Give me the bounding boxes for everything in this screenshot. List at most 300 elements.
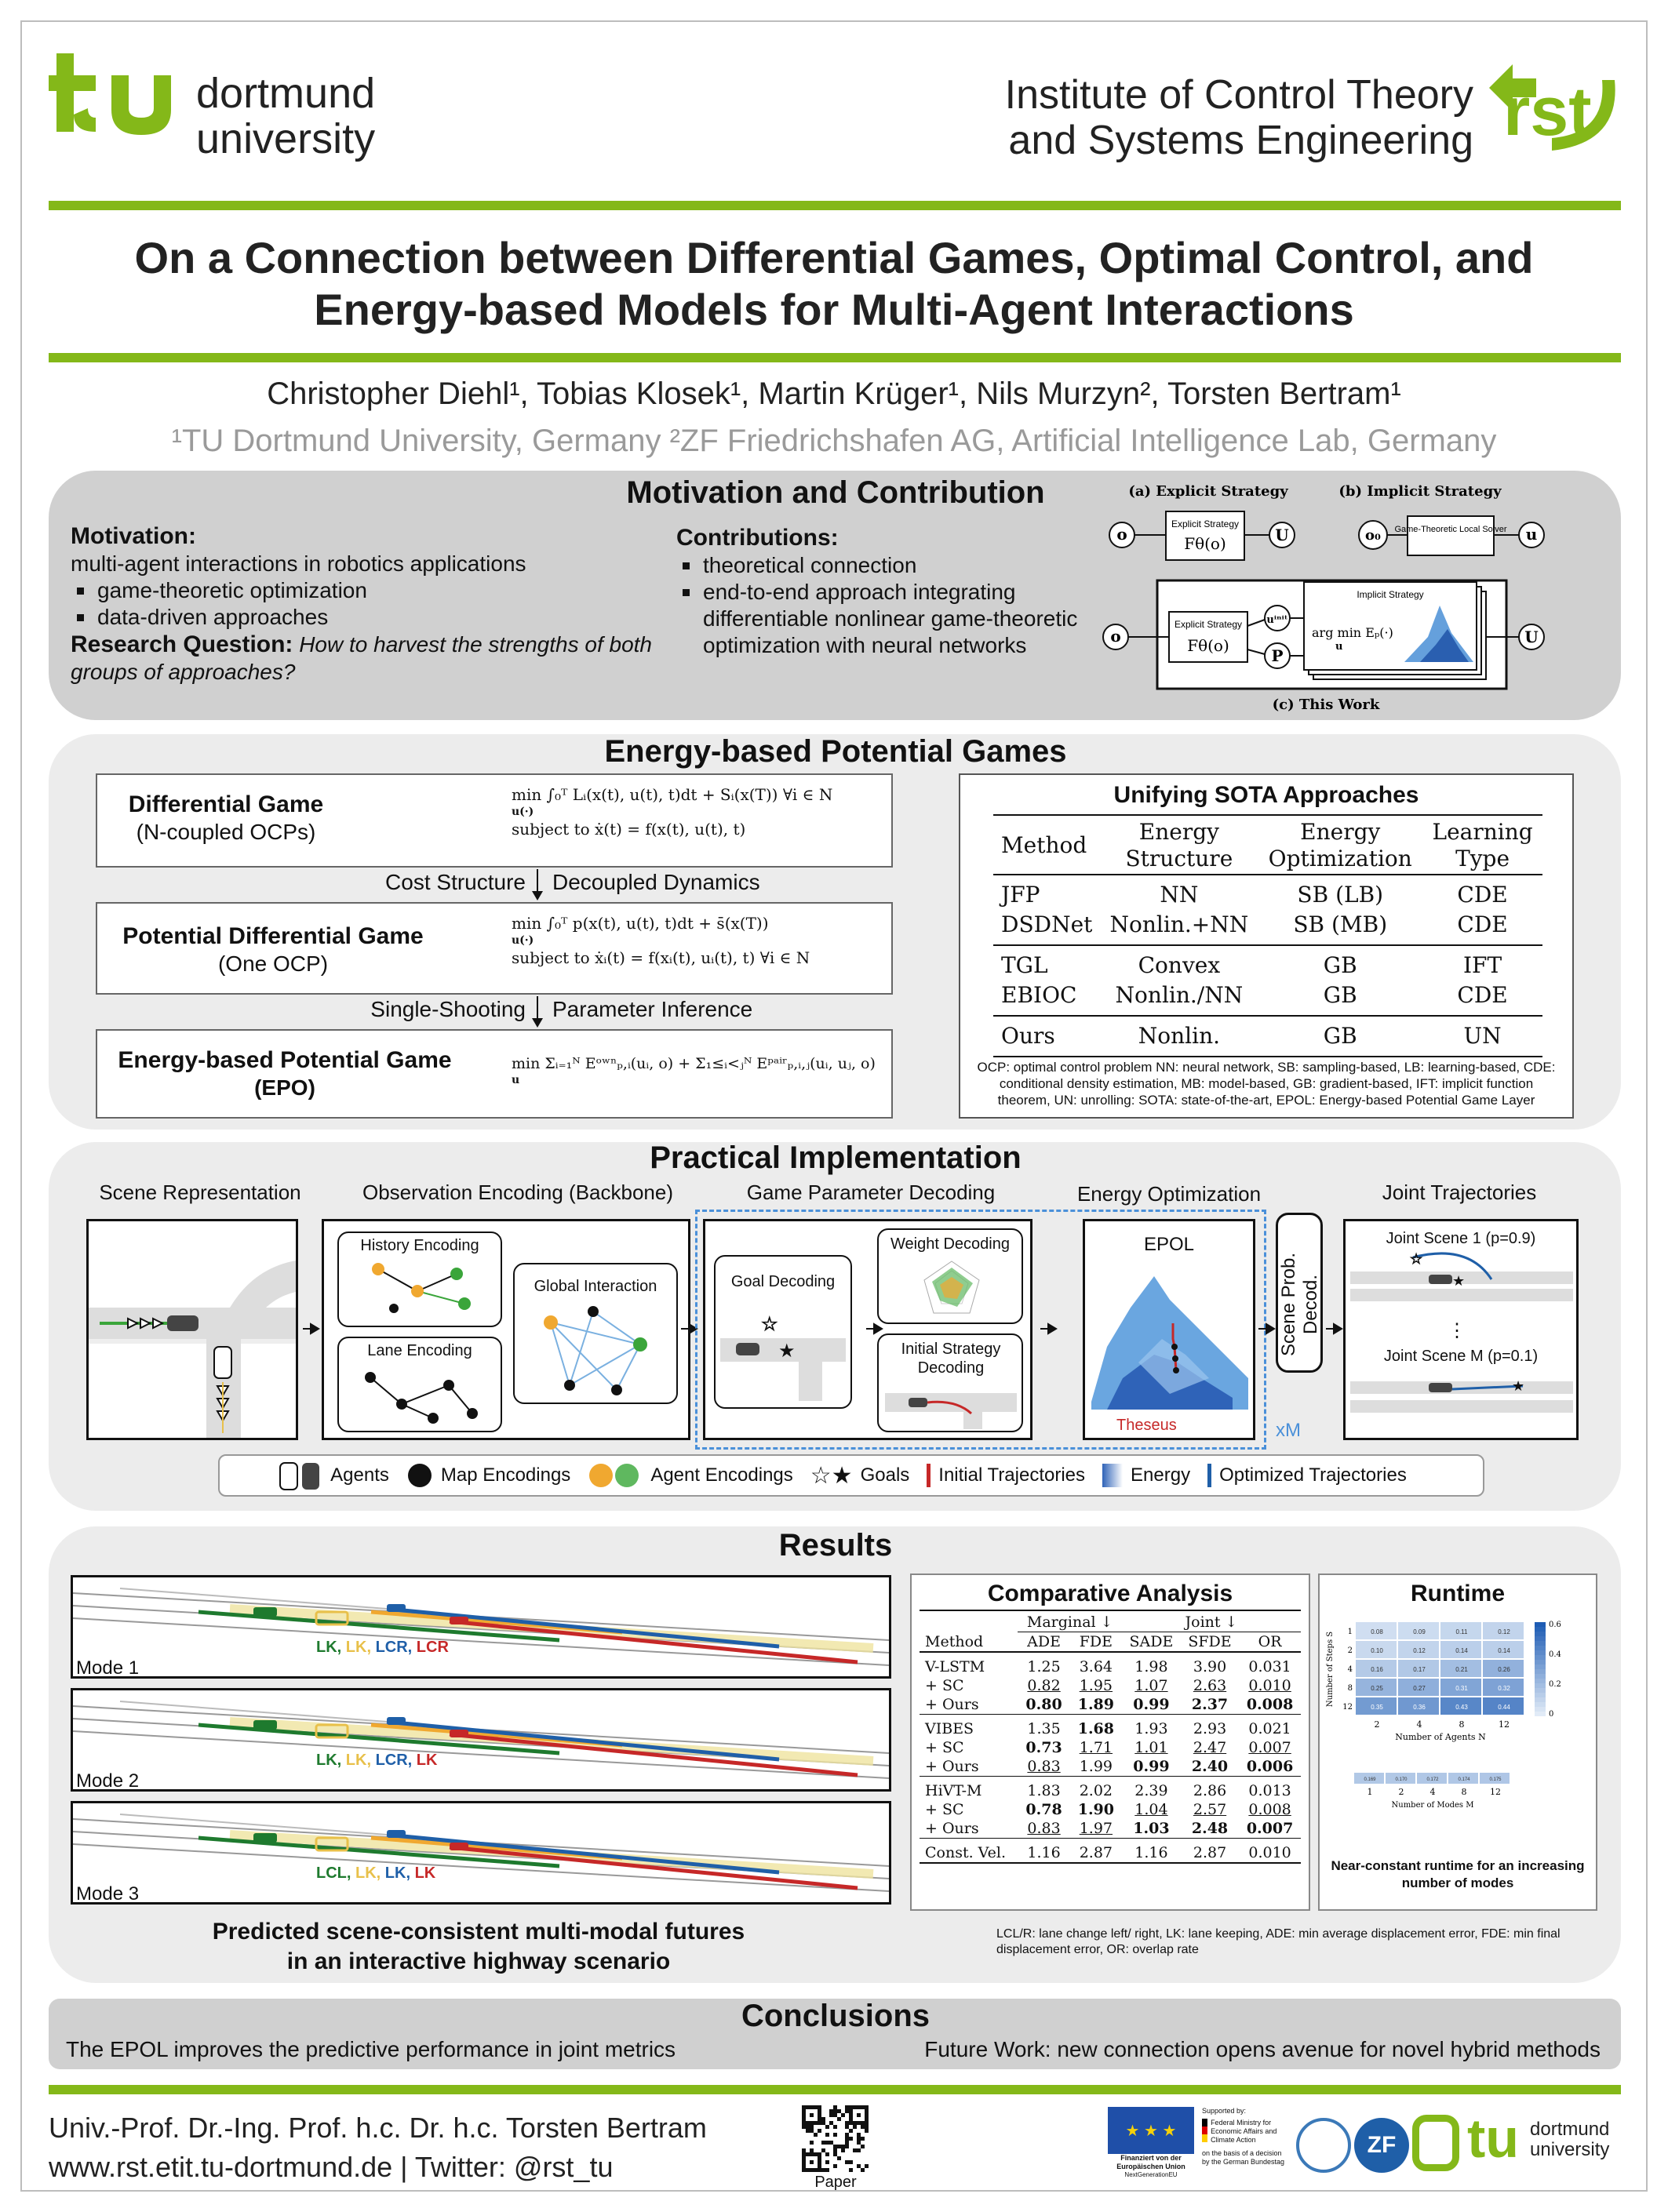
colorbar-segment (1535, 1660, 1546, 1664)
epo-sub: (EPO) (254, 1075, 315, 1100)
legend-agent-encodings: Agent Encodings (588, 1462, 792, 1489)
joint-scene-m-label: Joint Scene M (p=0.1) (1383, 1348, 1539, 1365)
heatmap-value: 0.27 (1413, 1685, 1426, 1692)
sota-header: Energy Optimization (1268, 819, 1412, 871)
mode-tag: LK, (345, 1752, 376, 1769)
motivation-head: Motivation: (71, 523, 196, 549)
bmwk-logo: Supported by: Federal Ministry for Economic Affairs and Climate Action on the basis of a decision by the German Bundestag (1202, 2107, 1285, 2166)
ca-cell: + Ours (925, 1758, 979, 1775)
ca-cell: 1.04 (1134, 1801, 1168, 1818)
ca-cell: + SC (925, 1739, 964, 1756)
mode-tag: LK, (345, 1639, 376, 1656)
pdg-constraint: subject to ẋᵢ(t) = f(xᵢ(t), uᵢ(t), t) ∀i ∈ N (512, 948, 810, 967)
global-box (513, 1263, 678, 1404)
heatmap-x-tick: 12 (1499, 1719, 1510, 1730)
arrow-right-icon (1326, 1321, 1343, 1341)
scene-box (86, 1219, 298, 1440)
heatmap-value: 0.11 (1455, 1628, 1468, 1635)
goal-map (720, 1299, 846, 1401)
ca-row (920, 1715, 1301, 1739)
heatmap-y-tick: 1 (1347, 1628, 1353, 1636)
ca-row (920, 1800, 1301, 1819)
colorbar-segment (1535, 1641, 1546, 1646)
colorbar-segment (1535, 1632, 1546, 1636)
ca-row (920, 1757, 1301, 1777)
colorbar-segment (1535, 1655, 1546, 1660)
highway-scene (73, 1577, 889, 1676)
heatmap-ylabel: Number of Steps S (1326, 1631, 1335, 1708)
contrib-head: Contributions: (676, 525, 839, 551)
conclusions-right: Future Work: new connection opens avenue for novel hybrid methods (924, 2037, 1601, 2061)
history-label: History Encoding (360, 1237, 479, 1254)
ca-cell: 0.007 (1246, 1820, 1294, 1837)
runtime-caption: Near-constant runtime for an increasing number of modes (1331, 1858, 1585, 1890)
uni-line1: dortmund (196, 70, 376, 117)
rst-logo-icon (1481, 56, 1622, 158)
heatmap-x-tick: 2 (1398, 1787, 1404, 1797)
ca-cell: 0.007 (1248, 1739, 1291, 1756)
ca-cell: HiVT-M (925, 1782, 982, 1799)
contrib-bullets (676, 552, 1084, 659)
goal-label: Goal Decoding (730, 1273, 836, 1290)
arrow2-left: Single-Shooting (370, 997, 526, 1021)
heatmap-value: 0.174 (1458, 1777, 1470, 1782)
heatmap-value: 0.21 (1455, 1666, 1468, 1673)
heatmap-value: 0.09 (1413, 1628, 1426, 1635)
highway-scene (73, 1803, 889, 1902)
heatmap-x-tick: 1 (1367, 1787, 1373, 1797)
ca-cell: + Ours (925, 1696, 979, 1713)
ca-group1: Marginal ↓ (1018, 1613, 1122, 1632)
ca-cell: 1.89 (1077, 1696, 1114, 1713)
heatmap-y-tick: 8 (1347, 1684, 1353, 1693)
ca-header: OR (1258, 1633, 1282, 1650)
diagram-node-P: P (1271, 646, 1284, 665)
sota-header: Energy Structure (1125, 819, 1233, 871)
colorbar-segment (1535, 1664, 1546, 1669)
ca-box (910, 1574, 1310, 1911)
ca-table (920, 1613, 1301, 1864)
ca-cell: 0.006 (1246, 1758, 1294, 1775)
arrow-right-icon (303, 1321, 320, 1341)
colorbar-segment (1535, 1688, 1546, 1693)
ca-row (920, 1695, 1301, 1715)
svg-text:☆: ☆ (761, 1314, 778, 1335)
sota-row: EBIOC Nonlin./NN GB CDE (993, 980, 1542, 1016)
mode-tag: LK, (316, 1752, 346, 1769)
arrow-right-icon (1040, 1321, 1058, 1341)
heatmap-value: 0.12 (1498, 1628, 1510, 1635)
ca-cell: + SC (925, 1677, 964, 1694)
heatmap-value: 0.14 (1498, 1647, 1510, 1654)
runtime-heatmap (1323, 1619, 1594, 1851)
title-line1: On a Connection between Differential Games, Optimal Control, and (134, 233, 1534, 282)
dg-title: Differential Game (128, 791, 324, 817)
contrib-bullet: end-to-end approach integrating differentiable nonlinear game-theoretic optimization with neural networks (676, 579, 1084, 659)
ca-cell: Const. Vel. (925, 1844, 1007, 1861)
ca-cell: 3.90 (1193, 1658, 1227, 1675)
heatmap-value: 0.35 (1371, 1704, 1383, 1711)
arrow-right-icon (866, 1321, 883, 1341)
pdg-equation-sub: u(·) (512, 934, 534, 947)
heatmap-x-tick: 12 (1490, 1787, 1501, 1797)
dg-constraint: subject to ẋ(t) = f(x(t), u(t), t) (512, 820, 746, 839)
pdg-box (96, 902, 893, 995)
mode-tag: LK, (316, 1639, 346, 1656)
scene-prob-label: Scene Prob. Decod. (1278, 1252, 1321, 1357)
ca-cell: 2.37 (1191, 1696, 1229, 1713)
motivation-bullet: game-theoretic optimization (71, 577, 667, 604)
global-label: Global Interaction (534, 1278, 657, 1295)
ca-cell: 1.93 (1134, 1720, 1168, 1737)
mode-label: Mode 3 (76, 1883, 140, 1905)
ca-cell: 0.83 (1027, 1820, 1061, 1837)
colorbar-tick: 0.6 (1549, 1621, 1561, 1629)
heatmap-value: 0.25 (1371, 1685, 1383, 1692)
heatmap-value: 0.169 (1364, 1777, 1376, 1782)
uni-name (196, 71, 375, 162)
lane-label: Lane Encoding (367, 1342, 472, 1359)
ca-cell: 2.02 (1079, 1782, 1113, 1799)
agent-car-icon (167, 1315, 198, 1331)
diagram-a-label: (a) Explicit Strategy (1128, 483, 1288, 500)
mode-label: Mode 1 (76, 1657, 140, 1679)
runtime-title: Runtime (1411, 1581, 1505, 1606)
eu-flag-icon: ★ ★ ★ (1108, 2107, 1194, 2154)
svg-text:★: ★ (1512, 1378, 1525, 1394)
diagram-node-o0: o₀ (1365, 527, 1381, 544)
joint-scene-1-label: Joint Scene 1 (p=0.9) (1386, 1230, 1536, 1247)
contributions-block (676, 524, 1084, 659)
sota-header: Learning Type (1432, 819, 1533, 871)
legend-energy: Energy (1102, 1464, 1190, 1487)
sota-note: OCP: optimal control problem NN: neural network, SB: sampling-based, LB: learning-based, CDE: conditional density estimation, MB: model-based, GB: gradient-based, IFT: implicit function theorem, UN: unrolling: SOTA: state-of-the-art, EPOL: Energy-based Potential Game Layer (977, 1060, 1556, 1108)
ca-row (920, 1738, 1301, 1757)
colorbar-segment (1535, 1679, 1546, 1683)
footer-rule (49, 2085, 1621, 2094)
conclusions-title: Conclusions (741, 1999, 931, 2033)
initial-map (885, 1382, 1017, 1429)
ca-row (920, 1676, 1301, 1695)
mode-panel (71, 1688, 891, 1792)
ca-cell: 1.83 (1027, 1782, 1061, 1799)
dg-equation-sub: u(·) (512, 806, 534, 818)
theseus-label: Theseus (1116, 1417, 1177, 1434)
colorbar-tick: 0 (1549, 1710, 1554, 1719)
ca-cell: 1.90 (1077, 1801, 1114, 1818)
svg-text:★: ★ (1452, 1273, 1466, 1289)
col-eo-label: Energy Optimization (1076, 1182, 1262, 1206)
ca-cell: 0.021 (1248, 1720, 1291, 1737)
ca-cell: 3.64 (1079, 1658, 1113, 1675)
arrow1-right: Decoupled Dynamics (552, 870, 760, 894)
diagram-c-label: (c) This Work (1272, 697, 1380, 713)
ca-cell: 0.99 (1133, 1758, 1170, 1775)
diagram-node-u: u (1525, 525, 1538, 544)
mode-tag: LK (414, 1865, 436, 1882)
colorbar-segment (1535, 1707, 1546, 1712)
xm-label: xM (1276, 1420, 1301, 1441)
initial-label: Initial Strategy Decoding (901, 1341, 1001, 1377)
footer-line2[interactable]: www.rst.etit.tu-dortmund.de | Twitter: @rst_tu (49, 2151, 614, 2183)
conclusions-left: The EPOL improves the predictive performance in joint metrics (66, 2037, 676, 2061)
ca-title: Comparative Analysis (987, 1581, 1233, 1606)
ca-row (920, 1819, 1301, 1839)
ca-cell: 2.57 (1193, 1801, 1227, 1818)
svg-text:☆: ☆ (1410, 1251, 1423, 1267)
ca-cell: 2.87 (1079, 1844, 1113, 1861)
heatmap-value: 0.17 (1413, 1666, 1426, 1673)
title-rule (49, 353, 1621, 362)
mode-tag: LK, (384, 1865, 415, 1882)
ca-cell: 0.010 (1248, 1677, 1291, 1694)
colorbar-segment (1535, 1702, 1546, 1707)
legend-map-encodings: Map Encodings (406, 1462, 570, 1489)
joint-scene-1 (1350, 1248, 1573, 1319)
sota-box (959, 773, 1574, 1119)
mode-tag: LCR, (375, 1752, 417, 1769)
heatmap-x-tick: 8 (1461, 1787, 1467, 1797)
diagram-argmin: arg min Eₚ(·) (1312, 625, 1393, 640)
sota-header-row (993, 817, 1542, 875)
heatmap-value: 0.32 (1498, 1685, 1510, 1692)
ca-cell: 2.63 (1193, 1677, 1227, 1694)
inst-line2: and Systems Engineering (1008, 118, 1473, 163)
mode-tag: LCR, (375, 1639, 417, 1656)
sota-rule-top (993, 814, 1542, 816)
history-graph (347, 1257, 496, 1324)
rst-logo (1481, 56, 1622, 158)
ca-cell: 0.78 (1025, 1801, 1062, 1818)
heatmap-value: 0.43 (1455, 1704, 1468, 1711)
ca-cell: 0.013 (1248, 1782, 1291, 1799)
arrow-right-icon (1258, 1321, 1276, 1341)
sota-row: Ours Nonlin. GB UN (993, 1016, 1542, 1057)
heatmap-x-tick: 2 (1374, 1719, 1380, 1730)
scene-prob-box (1276, 1213, 1323, 1373)
heatmap-value: 0.170 (1395, 1777, 1408, 1782)
dg-equation: min ∫₀ᵀ Lᵢ(x(t), u(t), t)dt + Sᵢ(x(T)) ∀i ∈ N (512, 785, 833, 804)
ca-cell: 2.47 (1193, 1739, 1227, 1756)
institute-name (767, 72, 1473, 163)
ca-note: LCL/R: lane change left/ right, LK: lane keeping, ADE: min average displacement error, FDE: min final displacement error, OR: overlap rate (996, 1927, 1561, 1956)
ca-row (920, 1777, 1301, 1801)
mode-tag: LK (416, 1752, 438, 1769)
heatmap-y-tick: 2 (1347, 1646, 1353, 1655)
sota-header: Method (1001, 832, 1087, 858)
arrow1-left: Cost Structure (385, 870, 526, 894)
dg-sub: (N-coupled OCPs) (136, 820, 316, 844)
tu-logo-icon (49, 53, 182, 140)
heatmap-value: 0.36 (1413, 1704, 1426, 1711)
ca-cell: 1.35 (1027, 1720, 1061, 1737)
diagram-b-label: (b) Implicit Strategy (1338, 483, 1502, 500)
ca-cell: 1.71 (1079, 1739, 1113, 1756)
diagram-implicit-box: Implicit Strategy (1357, 589, 1424, 600)
svg-text:★: ★ (778, 1341, 796, 1362)
star-icon: ☆★ (810, 1462, 853, 1489)
ca-cell: 2.93 (1193, 1720, 1227, 1737)
contrib-bullet: theoretical connection (676, 552, 1084, 579)
ca-cell: 1.68 (1077, 1720, 1114, 1737)
ca-header: Method (925, 1632, 984, 1650)
qr-code-icon[interactable] (802, 2105, 869, 2173)
col-gpd-label: Game Parameter Decoding (746, 1181, 996, 1204)
lane-graph (347, 1362, 496, 1429)
legend-optimized-traj: Optimized Trajectories (1207, 1464, 1407, 1487)
arrow1-down-icon (532, 869, 543, 904)
ellipsis: ⋮ (1448, 1320, 1466, 1341)
caption-line2: in an interactive highway scenario (286, 1948, 671, 1974)
ca-header: ADE (1027, 1633, 1061, 1650)
ca-cell: 1.99 (1079, 1758, 1113, 1775)
zf-logo: ZF (1354, 2118, 1409, 2173)
diagram-node-U-c: U (1524, 628, 1539, 646)
heatmap-y-tick: 4 (1347, 1665, 1353, 1674)
ca-cell: 0.010 (1248, 1844, 1291, 1861)
ca-cell: 2.86 (1193, 1782, 1227, 1799)
heatmap-value: 0.31 (1455, 1685, 1468, 1692)
diagram-node-o: o (1116, 525, 1127, 544)
sota-title: Unifying SOTA Approaches (1113, 782, 1419, 808)
epo-equation-sub: u (512, 1074, 520, 1086)
ca-cell: 1.97 (1079, 1820, 1113, 1837)
initial-box (877, 1333, 1023, 1432)
ca-cell: VIBES (925, 1720, 974, 1737)
arrow2-right: Parameter Inference (552, 997, 753, 1021)
ca-row (920, 1652, 1301, 1676)
ca-cell: 0.80 (1025, 1696, 1062, 1713)
mode-tag: LK, (355, 1865, 385, 1882)
epol-energy-surface (1091, 1261, 1248, 1417)
epol-box (1083, 1219, 1255, 1440)
results-title: Results (778, 1528, 893, 1563)
footer-tu-logo: tu (1467, 2108, 1520, 2169)
scene-map (89, 1221, 296, 1438)
sota-table (993, 817, 1542, 1057)
svg-text:rst: rst (1503, 72, 1592, 150)
pdg-equation: min ∫₀ᵀ p(x(t), u(t), t)dt + s̄(x(T)) (512, 914, 769, 933)
authors: Christopher Diehl¹, Tobias Klosek¹, Martin Krüger¹, Nils Murzyn², Torsten Bertram¹ (267, 377, 1401, 411)
col-obs-label: Observation Encoding (Backbone) (362, 1181, 673, 1204)
colorbar-segment (1535, 1693, 1546, 1697)
heatmap-value: 0.175 (1489, 1777, 1502, 1782)
mode-tags (316, 1865, 435, 1883)
poster-title (47, 232, 1621, 336)
heatmap-x-tick: 8 (1459, 1719, 1465, 1730)
ca-cell: + SC (925, 1801, 964, 1818)
strategy-diagram (1091, 480, 1561, 715)
affiliations: ¹TU Dortmund University, Germany ²ZF Friedrichshafen AG, Artificial Intelligence Lab, Germany (171, 424, 1497, 458)
diagram-gt-box: Game-Theoretic Local Solver (1394, 525, 1507, 534)
ca-cell: 1.98 (1134, 1658, 1168, 1675)
diagram-argmin-sub: u (1335, 641, 1343, 653)
mode-tags (316, 1752, 437, 1770)
mode-panel (71, 1575, 891, 1679)
ca-header: SFDE (1188, 1633, 1232, 1650)
eu-logo: ★ ★ ★ Finanziert von der Europäischen Union NextGenerationEU (1108, 2107, 1194, 2185)
heatmap-xlabel: Number of Modes M (1391, 1801, 1474, 1810)
ca-cell: 0.82 (1027, 1677, 1061, 1694)
ca-group2: Joint ↓ (1122, 1613, 1301, 1632)
german-flag-icon (1202, 2119, 1207, 2142)
ca-header: FDE (1079, 1633, 1113, 1650)
ca-cell: 1.16 (1134, 1844, 1168, 1861)
weight-radar-icon (918, 1257, 985, 1319)
mode-panel (71, 1801, 891, 1905)
col-scene-label: Scene Representation (99, 1181, 301, 1204)
epo-equation: min Σᵢ₌₁ᴺ Eᵒʷⁿₚ,ᵢ(uᵢ, o) + Σ₁≤ᵢ<ⱼᴺ Eᵖᵃⁱʳₚ,ᵢ,ⱼ(uᵢ, uⱼ, o) (512, 1055, 876, 1072)
colorbar-segment (1535, 1622, 1546, 1627)
motivation-bullet: data-driven approaches (71, 604, 667, 631)
ca-cell: V-LSTM (925, 1658, 985, 1675)
colorbar-segment (1535, 1646, 1546, 1650)
colorbar-segment (1535, 1636, 1546, 1641)
ca-cell: 2.87 (1193, 1844, 1227, 1861)
ca-cell: + Ours (925, 1820, 979, 1837)
mode-tag: LCL, (316, 1865, 355, 1882)
colorbar-segment (1535, 1650, 1546, 1655)
mode-tags (316, 1639, 449, 1657)
ca-header: SADE (1129, 1633, 1174, 1650)
motivation-bullets (71, 577, 667, 631)
col-jt-label: Joint Trajectories (1382, 1181, 1537, 1204)
epo-box (96, 1029, 893, 1119)
joint-scene-m (1350, 1366, 1573, 1436)
legend-agents: Agents (279, 1460, 389, 1491)
highway-scene (73, 1690, 889, 1789)
colorbar-segment (1535, 1683, 1546, 1688)
lane-box (337, 1337, 502, 1432)
arrow2-down-icon (532, 996, 543, 1031)
inst-line1: Institute of Control Theory (1004, 72, 1473, 118)
rq-text: How to harvest the strengths of both groups of approaches? (71, 632, 653, 684)
sota-row: DSDNet Nonlin.+NN SB (MB) CDE (993, 910, 1542, 945)
weight-box (877, 1228, 1023, 1324)
diagram-explicit-a: Explicit Strategy (1171, 518, 1240, 529)
g-logo-icon (1412, 2115, 1459, 2171)
colorbar-tick: 0.4 (1549, 1650, 1561, 1659)
header-rule (49, 201, 1621, 210)
ca-cell: 1.01 (1134, 1739, 1168, 1756)
goal-box (714, 1255, 852, 1409)
colorbar-tick: 0.2 (1549, 1680, 1561, 1689)
tu-logo (49, 53, 182, 140)
motivation-title: Motivation and Contribution (626, 475, 1045, 510)
diagram-fn-a: Fθ(o) (1184, 534, 1226, 553)
footer-tu-text: dortmund university (1530, 2119, 1610, 2160)
ca-cell: 0.008 (1248, 1801, 1291, 1818)
ca-row (920, 1839, 1301, 1864)
legend-initial-traj: Initial Trajectories (927, 1464, 1085, 1487)
heatmap-value: 0.26 (1498, 1666, 1510, 1673)
diagram-explicit-c: Explicit Strategy (1174, 619, 1243, 630)
rq-head: Research Question: (71, 631, 293, 657)
ca-cell: 0.83 (1027, 1758, 1061, 1775)
results-caption (71, 1917, 887, 1977)
impl-legend (218, 1454, 1484, 1497)
ca-cell: 0.73 (1025, 1739, 1062, 1756)
motivation-text: multi-agent interactions in robotics applications (71, 551, 526, 576)
heatmap-value: 0.10 (1371, 1647, 1383, 1654)
ca-cell: 0.008 (1246, 1696, 1294, 1713)
pdg-title: Potential Differential Game (122, 923, 424, 949)
ca-cell: 1.25 (1027, 1658, 1061, 1675)
history-box (337, 1232, 502, 1327)
motivation-block (71, 522, 667, 686)
title-line2: Energy-based Models for Multi-Agent Interactions (314, 285, 1354, 334)
colorbar-segment (1535, 1674, 1546, 1679)
